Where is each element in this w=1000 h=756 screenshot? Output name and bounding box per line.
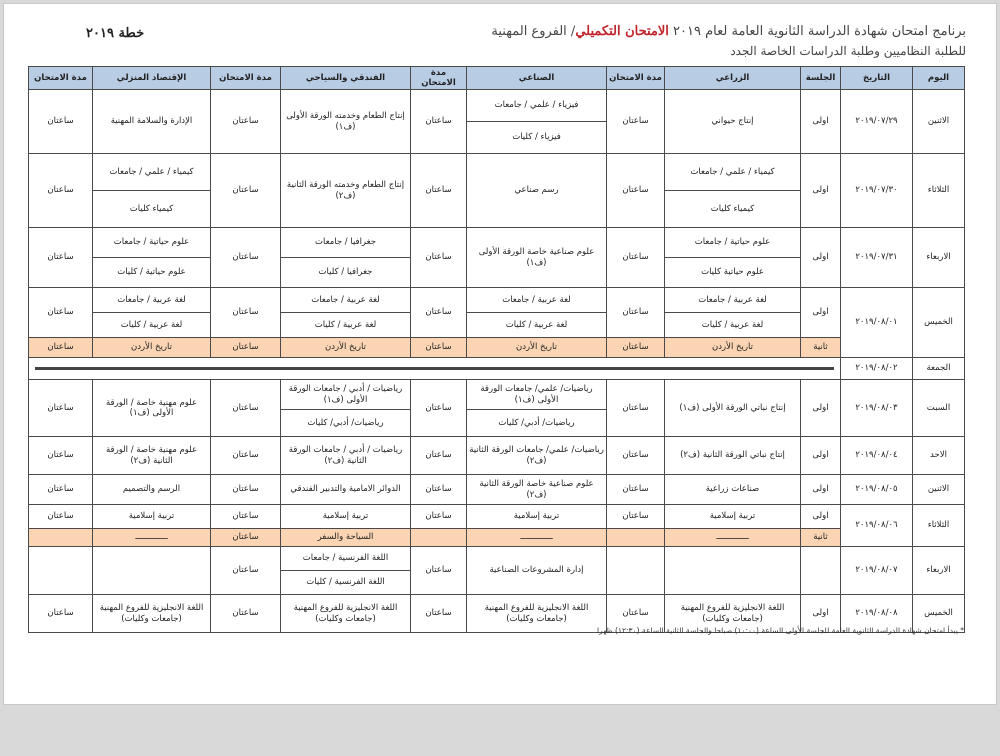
cell-subject: السياحة والسفر bbox=[281, 529, 411, 547]
cell-date: ٢٠١٩/٠٨/٠٤ bbox=[841, 437, 913, 475]
cell-duration: ساعتان bbox=[211, 437, 281, 475]
cell-subject: علوم حياتية كليات bbox=[665, 258, 801, 288]
cell-subject: جغرافيا / جامعات bbox=[281, 228, 411, 258]
cell-duration: ساعتان bbox=[211, 505, 281, 529]
cell-duration: ساعتان bbox=[29, 505, 93, 529]
plan-label: خطة ٢٠١٩ bbox=[86, 26, 145, 41]
cell-duration bbox=[607, 529, 665, 547]
cell-duration: ساعتان bbox=[607, 380, 665, 437]
cell-subject: رياضيات / أدبي / جامعات الورقة الثانية (ف٢) bbox=[281, 437, 411, 475]
cell-subject: لغة عربية / جامعات bbox=[467, 288, 607, 313]
cell-subject: علوم حياتية / جامعات bbox=[665, 228, 801, 258]
cell-duration: ساعتان bbox=[411, 288, 467, 338]
cell-subject: اللغة الانجليزية للفروع المهنية (جامعات وكليات) bbox=[93, 595, 211, 633]
table-row bbox=[29, 505, 965, 529]
table-row bbox=[29, 547, 965, 571]
cell-duration: ساعتان bbox=[29, 288, 93, 338]
cell-dash: ـــــــــــــ bbox=[665, 529, 801, 547]
table-row-friday bbox=[29, 358, 965, 380]
cell-duration: ساعتان bbox=[211, 154, 281, 228]
col-industrial-duration: مدة الامتحان bbox=[411, 67, 467, 90]
cell-subject: تاريخ الأردن bbox=[93, 338, 211, 358]
cell-session: اولى bbox=[801, 437, 841, 475]
cell-subject: علوم مهنية خاصة / الورقة الثانية (ف٢) bbox=[93, 437, 211, 475]
table-header-row bbox=[29, 67, 965, 90]
col-session: الجلسة bbox=[801, 67, 841, 90]
cell-duration: ساعتان bbox=[211, 380, 281, 437]
table-row-second-session bbox=[29, 529, 965, 547]
cell-day: الاثنين bbox=[913, 90, 965, 154]
cell-duration: ساعتان bbox=[411, 595, 467, 633]
cell-subject: إدارة المشروعات الصناعية bbox=[467, 547, 607, 595]
cell-subject: لغة عربية / جامعات bbox=[281, 288, 411, 313]
col-agri-duration: مدة الامتحان bbox=[607, 67, 665, 90]
cell-duration: ساعتان bbox=[29, 475, 93, 505]
cell-date: ٢٠١٩/٠٧/٢٩ bbox=[841, 90, 913, 154]
cell-subject: فيزياء / كليات bbox=[467, 122, 607, 154]
cell-duration: ساعتان bbox=[411, 154, 467, 228]
cell-subject: جغرافيا / كليات bbox=[281, 258, 411, 288]
cell-subject: إنتاج نباتي الورقة الأولى (ف١) bbox=[665, 380, 801, 437]
cell-session: اولى bbox=[801, 475, 841, 505]
cell-duration: ساعتان bbox=[211, 529, 281, 547]
title-part2: / الفروع المهنية bbox=[491, 24, 576, 39]
col-home-duration: مدة الامتحان bbox=[29, 67, 93, 90]
cell-duration bbox=[29, 547, 93, 595]
cell-day: الاربعاء bbox=[913, 228, 965, 288]
cell-session: اولى bbox=[801, 288, 841, 338]
cell-subject: اللغة الانجليزية للفروع المهنية (جامعات وكليات) bbox=[467, 595, 607, 633]
cell-subject: تربية إسلامية bbox=[93, 505, 211, 529]
cell-day: الجمعة bbox=[913, 358, 965, 380]
table-row bbox=[29, 228, 965, 258]
col-hotel: الفندقي والسياحي bbox=[281, 67, 411, 90]
cell-subject: رياضيات / أدبي / جامعات الورقة الأولى (ف١) bbox=[281, 380, 411, 410]
cell-day: الاثنين bbox=[913, 475, 965, 505]
col-date: التاريخ bbox=[841, 67, 913, 90]
cell-subject: إنتاج نباتي الورقة الثانية (ف٢) bbox=[665, 437, 801, 475]
table-row bbox=[29, 437, 965, 475]
cell-subject: كيمياء / علمي / جامعات bbox=[93, 154, 211, 191]
cell-date: ٢٠١٩/٠٨/٠٥ bbox=[841, 475, 913, 505]
table-row bbox=[29, 288, 965, 313]
cell-subject: الدوائر الامامية والتدبير الفندقي bbox=[281, 475, 411, 505]
cell-day: الثلاثاء bbox=[913, 154, 965, 228]
cell-subject: علوم صناعية خاصة الورقة الأولى (ف١) bbox=[467, 228, 607, 288]
cell-duration: ساعتان bbox=[411, 380, 467, 437]
cell-subject: علوم صناعية خاصة الورقة الثانية (ف٢) bbox=[467, 475, 607, 505]
cell-duration: ساعتان bbox=[411, 338, 467, 358]
cell-duration: ساعتان bbox=[211, 338, 281, 358]
cell-date: ٢٠١٩/٠٨/٠٦ bbox=[841, 505, 913, 547]
cell-duration: ساعتان bbox=[211, 595, 281, 633]
footnote: * يبدأ امتحان شهادة الدراسة الثانوية العامة للجلسة الأولى الساعة (١٠:٠٠) صباحا والجلسة الثانية الساعة (١٢:٣٠) ظهرا bbox=[597, 626, 964, 635]
cell-subject: علوم مهنية خاصة / الورقة الأولى (ف١) bbox=[93, 380, 211, 437]
cell-subject: لغة عربية / جامعات bbox=[93, 288, 211, 313]
exam-schedule-table bbox=[28, 66, 965, 633]
cell-subject: اللغة الانجليزية للفروع المهنية (جامعات وكليات) bbox=[281, 595, 411, 633]
cell-session: ثانية bbox=[801, 338, 841, 358]
col-hotel-duration: مدة الامتحان bbox=[211, 67, 281, 90]
col-home-economics: الإقتصاد المنزلي bbox=[93, 67, 211, 90]
cell-session: اولى bbox=[801, 595, 841, 633]
cell-day: الخميس bbox=[913, 595, 965, 633]
cell-duration: ساعتان bbox=[607, 90, 665, 154]
cell-subject: رياضيات/ علمي/ جامعات الورقة الثانية (ف٢) bbox=[467, 437, 607, 475]
cell-subject: تاريخ الأردن bbox=[467, 338, 607, 358]
cell-day: الاربعاء bbox=[913, 547, 965, 595]
document-subtitle: للطلبة النظاميين وطلبة الدراسات الخاصة الجدد bbox=[730, 44, 966, 58]
table-row bbox=[29, 475, 965, 505]
cell-duration: ساعتان bbox=[29, 338, 93, 358]
cell-duration: ساعتان bbox=[607, 288, 665, 338]
cell-subject: كيمياء كليات bbox=[665, 191, 801, 228]
cell-duration: ساعتان bbox=[411, 437, 467, 475]
cell-duration: ساعتان bbox=[211, 228, 281, 288]
cell-subject bbox=[665, 547, 801, 595]
cell-subject: رياضيات/ علمي/ جامعات الورقة الأولى (ف١) bbox=[467, 380, 607, 410]
no-exam-divider bbox=[29, 358, 841, 380]
cell-subject: لغة عربية / جامعات bbox=[665, 288, 801, 313]
cell-subject: تربية إسلامية bbox=[467, 505, 607, 529]
cell-date: ٢٠١٩/٠٨/٠٢ bbox=[841, 358, 913, 380]
cell-date: ٢٠١٩/٠٨/٠١ bbox=[841, 288, 913, 358]
cell-subject: تاريخ الأردن bbox=[665, 338, 801, 358]
cell-duration: ساعتان bbox=[211, 475, 281, 505]
title-highlight: الامتحان التكميلي bbox=[575, 24, 669, 39]
cell-session bbox=[801, 547, 841, 595]
cell-subject bbox=[93, 547, 211, 595]
cell-subject: رسم صناعي bbox=[467, 154, 607, 228]
cell-subject: تربية إسلامية bbox=[665, 505, 801, 529]
cell-subject: إنتاج الطعام وخدمته الورقة الأولى (ف١) bbox=[281, 90, 411, 154]
cell-day: الثلاثاء bbox=[913, 505, 965, 547]
cell-duration: ساعتان bbox=[29, 437, 93, 475]
cell-duration: ساعتان bbox=[607, 228, 665, 288]
cell-subject: اللغة الفرنسية / جامعات bbox=[281, 547, 411, 571]
document-header bbox=[24, 18, 984, 62]
cell-subject: كيمياء كليات bbox=[93, 191, 211, 228]
table-row bbox=[29, 154, 965, 191]
cell-subject: اللغة الانجليزية للفروع المهنية (جامعات وكليات) bbox=[665, 595, 801, 633]
cell-subject: علوم حياتية / جامعات bbox=[93, 228, 211, 258]
cell-session: اولى bbox=[801, 154, 841, 228]
col-industrial: الصناعي bbox=[467, 67, 607, 90]
document-title bbox=[491, 24, 966, 39]
cell-date: ٢٠١٩/٠٨/٠٨ bbox=[841, 595, 913, 633]
cell-duration bbox=[29, 529, 93, 547]
cell-subject: إنتاج حيواني bbox=[665, 90, 801, 154]
table-row bbox=[29, 90, 965, 122]
cell-subject: رياضيات/ أدبي/ كليات bbox=[467, 410, 607, 437]
cell-duration: ساعتان bbox=[607, 505, 665, 529]
cell-session: اولى bbox=[801, 90, 841, 154]
cell-duration: ساعتان bbox=[211, 547, 281, 595]
cell-duration: ساعتان bbox=[411, 90, 467, 154]
cell-duration: ساعتان bbox=[607, 338, 665, 358]
cell-session: اولى bbox=[801, 228, 841, 288]
cell-date: ٢٠١٩/٠٧/٣٠ bbox=[841, 154, 913, 228]
col-agri: الزراعي bbox=[665, 67, 801, 90]
table-row-second-session bbox=[29, 338, 965, 358]
cell-duration: ساعتان bbox=[29, 228, 93, 288]
cell-duration: ساعتان bbox=[29, 595, 93, 633]
cell-dash: ـــــــــــــ bbox=[467, 529, 607, 547]
cell-duration: ساعتان bbox=[29, 380, 93, 437]
cell-subject: علوم حياتية / كليات bbox=[93, 258, 211, 288]
cell-duration: ساعتان bbox=[607, 154, 665, 228]
cell-duration: ساعتان bbox=[411, 228, 467, 288]
cell-subject: الإدارة والسلامة المهنية bbox=[93, 90, 211, 154]
cell-subject: لغة عربية / كليات bbox=[93, 313, 211, 338]
cell-session: اولى bbox=[801, 505, 841, 529]
cell-duration bbox=[607, 547, 665, 595]
cell-duration bbox=[411, 529, 467, 547]
cell-date: ٢٠١٩/٠٨/٠٧ bbox=[841, 547, 913, 595]
cell-duration: ساعتان bbox=[607, 475, 665, 505]
cell-day: الخميس bbox=[913, 288, 965, 358]
cell-subject: تربية إسلامية bbox=[281, 505, 411, 529]
cell-duration: ساعتان bbox=[607, 437, 665, 475]
cell-subject: رياضيات/ أدبي/ كليات bbox=[281, 410, 411, 437]
cell-duration: ساعتان bbox=[211, 90, 281, 154]
cell-day: السبت bbox=[913, 380, 965, 437]
cell-date: ٢٠١٩/٠٧/٣١ bbox=[841, 228, 913, 288]
cell-subject: صناعات زراعية bbox=[665, 475, 801, 505]
cell-subject: تاريخ الأردن bbox=[281, 338, 411, 358]
cell-day: الاحد bbox=[913, 437, 965, 475]
cell-subject: كيمياء / علمي / جامعات bbox=[665, 154, 801, 191]
cell-duration: ساعتان bbox=[607, 595, 665, 633]
cell-subject: فيزياء / علمي / جامعات bbox=[467, 90, 607, 122]
cell-duration: ساعتان bbox=[29, 90, 93, 154]
cell-subject: لغة عربية / كليات bbox=[281, 313, 411, 338]
cell-subject: لغة عربية / كليات bbox=[467, 313, 607, 338]
cell-duration: ساعتان bbox=[211, 288, 281, 338]
cell-duration: ساعتان bbox=[411, 547, 467, 595]
cell-dash: ـــــــــــــ bbox=[93, 529, 211, 547]
cell-duration: ساعتان bbox=[411, 505, 467, 529]
table-row bbox=[29, 380, 965, 410]
cell-session: اولى bbox=[801, 380, 841, 437]
cell-subject: اللغة الفرنسية / كليات bbox=[281, 571, 411, 595]
cell-subject: الرسم والتصميم bbox=[93, 475, 211, 505]
cell-subject: لغة عربية / كليات bbox=[665, 313, 801, 338]
cell-duration: ساعتان bbox=[29, 154, 93, 228]
cell-session: ثانية bbox=[801, 529, 841, 547]
col-day: اليوم bbox=[913, 67, 965, 90]
cell-date: ٢٠١٩/٠٨/٠٣ bbox=[841, 380, 913, 437]
cell-duration: ساعتان bbox=[411, 475, 467, 505]
title-part1: برنامج امتحان شهادة الدراسة الثانوية العامة لعام ٢٠١٩ bbox=[668, 24, 966, 39]
document-page bbox=[3, 3, 997, 705]
cell-subject: إنتاج الطعام وخدمته الورقة الثانية (ف٢) bbox=[281, 154, 411, 228]
